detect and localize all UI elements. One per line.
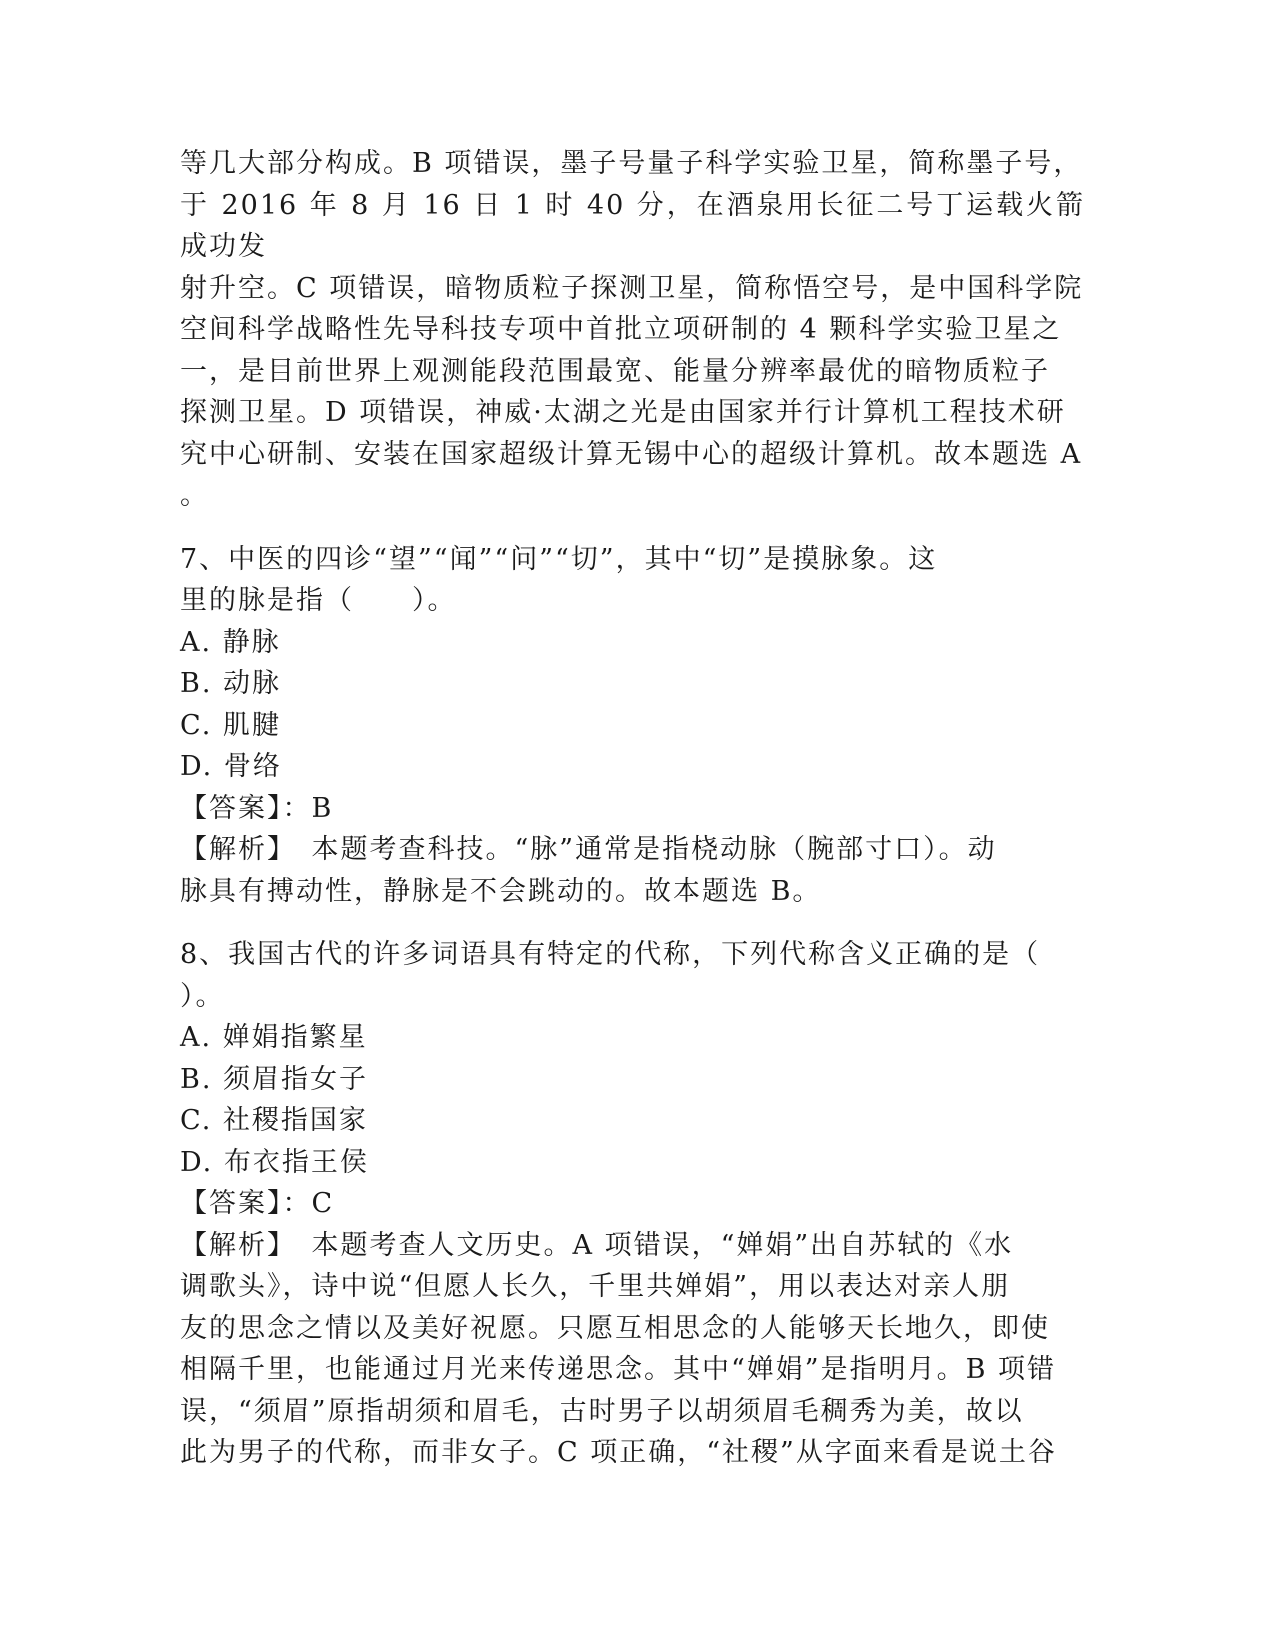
text-line: 7、中医的四诊“望”“闻”“问”“切”，其中“切”是摸脉象。这 <box>180 543 938 575</box>
analysis <box>180 829 1085 912</box>
option-d: D. 布衣指王侯 <box>180 1146 369 1178</box>
previous-analysis-continuation <box>180 143 1085 517</box>
text-line: 一，是目前世界上观测能段范围最宽、能量分辨率最优的暗物质粒子 <box>180 355 1050 387</box>
option-b: B. 动脉 <box>180 668 282 699</box>
option-a: A. 婵娟指繁星 <box>180 1022 368 1053</box>
option-b: B. 须眉指女子 <box>180 1063 369 1095</box>
option-a: A. 静脉 <box>180 626 281 658</box>
text-line: 此为男子的代称，而非女子。C 项正确，“社稷”从字面来看是说土谷 <box>180 1437 1057 1468</box>
option-d: D. 骨络 <box>180 751 282 782</box>
text-line: 探测卫星。D 项错误，神威·太湖之光是由国家并行计算机工程技术研 <box>180 397 1066 428</box>
text-line: 相隔千里，也能通过月光来传递思念。其中“婵娟”是指明月。B 项错 <box>180 1354 1057 1385</box>
document-page <box>180 143 1085 1474</box>
text-line: 脉具有搏动性，静脉是不会跳动的。故本题选 B。 <box>180 875 822 907</box>
answer: 【答案】：C <box>180 1188 335 1219</box>
text-line: 空间科学战略性先导科技专项中首批立项研制的 4 颗科学实验卫星之 <box>180 314 1062 345</box>
option-c: C. 社稷指国家 <box>180 1105 368 1136</box>
text-line: 友的思念之情以及美好祝愿。只愿互相思念的人能够天长地久，即使 <box>180 1312 1050 1344</box>
text-line: 调歌头》，诗中说“但愿人长久，千里共婵娟”，用以表达对亲人朋 <box>180 1271 1011 1302</box>
text-line: 等几大部分构成。B 项错误，墨子号量子科学实验卫星，简称墨子号， <box>180 148 1083 179</box>
text-line: 于 2016 年 8 月 16 日 1 时 40 分，在酒泉用长征二号丁运载火箭成功发 <box>180 189 1085 262</box>
text-line: 误，“须眉”原指胡须和眉毛，古时男子以胡须眉毛稠秀为美，故以 <box>180 1395 1024 1427</box>
question-8 <box>180 934 1085 1474</box>
text-line: 究中心研制、安装在国家超级计算无锡中心的超级计算机。故本题选 A <box>180 438 1083 470</box>
answer: 【答案】：B <box>180 792 334 824</box>
analysis <box>180 1225 1085 1474</box>
text-line: 【解析】 本题考查人文历史。A 项错误，“婵娟”出自苏轼的《水 <box>180 1229 1014 1261</box>
question-stem <box>180 539 1085 622</box>
text-line: 里的脉是指（ ）。 <box>180 585 457 616</box>
text-line: ）。 <box>180 980 225 1012</box>
question-7 <box>180 539 1085 913</box>
text-line: 。 <box>180 480 209 511</box>
text-line: 射升空。C 项错误，暗物质粒子探测卫星，简称悟空号，是中国科学院 <box>180 272 1084 304</box>
question-stem <box>180 934 1085 1017</box>
text-line: 8、我国古代的许多词语具有特定的代称，下列代称含义正确的是（ <box>180 939 1041 970</box>
text-line: 【解析】 本题考查科技。“脉”通常是指桡动脉（腕部寸口）。动 <box>180 834 997 865</box>
option-c: C. 肌腱 <box>180 709 281 741</box>
